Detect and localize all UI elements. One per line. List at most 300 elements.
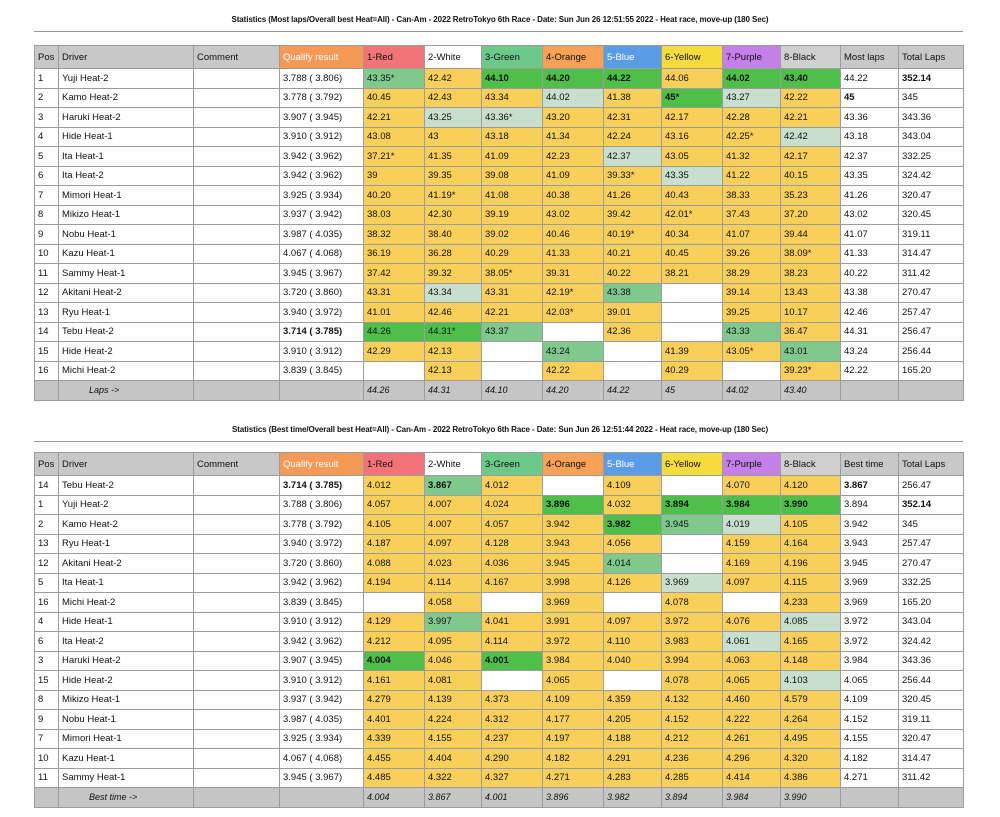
lane-cell: 3.945 (662, 515, 723, 535)
best-cell: 41.33 (841, 244, 899, 264)
lane-cell: 4.182 (543, 749, 604, 769)
comment-cell (194, 361, 280, 381)
comment-cell (194, 205, 280, 225)
qualify-cell: 3.907 ( 3.945) (280, 108, 364, 128)
footer-cell: 44.20 (543, 381, 604, 401)
best-cell: 3.943 (841, 534, 899, 554)
table-row (35, 303, 964, 323)
table-row (35, 186, 964, 206)
lane-cell: 43.16 (662, 127, 723, 147)
lane-cell: 4.076 (723, 612, 781, 632)
best-cell: 4.109 (841, 690, 899, 710)
column-header: 8-Black (781, 46, 841, 69)
driver-cell: Haruki Heat-2 (59, 651, 194, 671)
pos-cell: 9 (35, 225, 59, 245)
best-cell: 41.07 (841, 225, 899, 245)
qualify-cell: 3.910 ( 3.912) (280, 342, 364, 362)
qualify-cell: 3.907 ( 3.945) (280, 651, 364, 671)
lane-cell: 43.35* (364, 69, 425, 89)
lane-cell: 4.264 (781, 710, 841, 730)
total-cell: 352.14 (899, 69, 964, 89)
lane-cell: 4.012 (364, 476, 425, 496)
best-cell: 3.984 (841, 651, 899, 671)
comment-cell (194, 147, 280, 167)
best-cell: 3.894 (841, 495, 899, 515)
lane-cell (662, 554, 723, 574)
laps-divider (34, 31, 963, 32)
qualify-cell: 3.945 ( 3.967) (280, 768, 364, 788)
total-cell: 165.20 (899, 593, 964, 613)
driver-cell: Nobu Heat-1 (59, 710, 194, 730)
footer-blank (194, 788, 280, 808)
lane-cell: 3.997 (425, 612, 482, 632)
lane-cell: 37.21* (364, 147, 425, 167)
lane-cell: 39.44 (781, 225, 841, 245)
lane-cell: 10.17 (781, 303, 841, 323)
lane-cell: 41.22 (723, 166, 781, 186)
pos-cell: 2 (35, 515, 59, 535)
lane-cell: 4.205 (604, 710, 662, 730)
lane-cell: 4.312 (482, 710, 543, 730)
best-cell: 42.22 (841, 361, 899, 381)
comment-cell (194, 612, 280, 632)
column-header: Qualify result (280, 46, 364, 69)
lane-cell: 40.45 (364, 88, 425, 108)
lane-cell: 40.29 (662, 361, 723, 381)
comment-cell (194, 88, 280, 108)
lane-cell: 4.007 (425, 495, 482, 515)
qualify-cell: 3.839 ( 3.845) (280, 593, 364, 613)
lane-cell: 4.070 (723, 476, 781, 496)
lane-cell: 4.129 (364, 612, 425, 632)
lane-cell: 4.271 (543, 768, 604, 788)
total-cell: 320.47 (899, 729, 964, 749)
lane-cell: 39.14 (723, 283, 781, 303)
best-cell: 43.24 (841, 342, 899, 362)
column-header: 2-White (425, 453, 482, 476)
column-header: Driver (59, 453, 194, 476)
lane-cell: 4.063 (723, 651, 781, 671)
table-row (35, 127, 964, 147)
lane-cell: 4.495 (781, 729, 841, 749)
lane-cell: 4.212 (364, 632, 425, 652)
pos-cell: 5 (35, 573, 59, 593)
qualify-cell: 3.714 ( 3.785) (280, 476, 364, 496)
lane-cell: 3.969 (662, 573, 723, 593)
table-row (35, 108, 964, 128)
lane-cell: 4.404 (425, 749, 482, 769)
total-cell: 314.47 (899, 244, 964, 264)
total-cell: 343.36 (899, 108, 964, 128)
best-cell: 3.972 (841, 632, 899, 652)
lane-cell: 43.38 (604, 283, 662, 303)
lane-cell: 4.579 (781, 690, 841, 710)
column-header: Total Laps (899, 46, 964, 69)
lane-cell (482, 361, 543, 381)
qualify-cell: 3.940 ( 3.972) (280, 303, 364, 323)
qualify-cell: 3.910 ( 3.912) (280, 671, 364, 691)
lane-cell: 4.155 (425, 729, 482, 749)
total-cell: 256.44 (899, 342, 964, 362)
lane-cell: 4.401 (364, 710, 425, 730)
lane-cell: 4.339 (364, 729, 425, 749)
lane-cell: 40.20 (364, 186, 425, 206)
lane-cell: 4.165 (781, 632, 841, 652)
total-cell: 270.47 (899, 554, 964, 574)
driver-cell: Michi Heat-2 (59, 361, 194, 381)
driver-cell: Ita Heat-1 (59, 573, 194, 593)
lane-cell (543, 322, 604, 342)
times-title: Statistics (Best time/Overall best Heat=All) - Can-Am - 2022 RetroTokyo 6th Race - Date: Sun Jun 26 12:51:44 2022 - Heat race, move-up (180 Sec) (231, 425, 769, 434)
lane-cell: 3.867 (425, 476, 482, 496)
lane-cell: 44.26 (364, 322, 425, 342)
lane-cell: 42.43 (425, 88, 482, 108)
qualify-cell: 3.942 ( 3.962) (280, 632, 364, 652)
lane-cell: 39.01 (604, 303, 662, 323)
comment-cell (194, 573, 280, 593)
lane-cell: 43.35 (662, 166, 723, 186)
lane-cell: 42.46 (425, 303, 482, 323)
total-cell: 256.47 (899, 476, 964, 496)
comment-cell (194, 710, 280, 730)
lane-cell: 3.945 (543, 554, 604, 574)
lane-cell: 43.01 (781, 342, 841, 362)
lane-cell: 3.942 (543, 515, 604, 535)
lane-cell (662, 283, 723, 303)
comment-cell (194, 166, 280, 186)
lane-cell: 4.128 (482, 534, 543, 554)
pos-cell: 11 (35, 264, 59, 284)
lane-cell: 43.05* (723, 342, 781, 362)
lane-cell (662, 534, 723, 554)
best-cell: 43.18 (841, 127, 899, 147)
driver-cell: Ryu Heat-1 (59, 534, 194, 554)
qualify-cell: 3.778 ( 3.792) (280, 88, 364, 108)
column-header: 4-Orange (543, 46, 604, 69)
column-header: Qualify result (280, 453, 364, 476)
pos-cell: 14 (35, 322, 59, 342)
total-cell: 352.14 (899, 495, 964, 515)
lane-cell (662, 476, 723, 496)
lane-cell: 4.233 (781, 593, 841, 613)
lane-cell: 4.373 (482, 690, 543, 710)
lane-cell: 4.169 (723, 554, 781, 574)
driver-cell: Mimori Heat-1 (59, 729, 194, 749)
driver-cell: Ita Heat-2 (59, 166, 194, 186)
lane-cell: 4.081 (425, 671, 482, 691)
driver-cell: Akitani Heat-2 (59, 554, 194, 574)
qualify-cell: 3.940 ( 3.972) (280, 534, 364, 554)
driver-cell: Mikizo Heat-1 (59, 205, 194, 225)
lane-cell: 4.261 (723, 729, 781, 749)
total-cell: 332.25 (899, 573, 964, 593)
lane-cell: 4.159 (723, 534, 781, 554)
lane-cell: 4.188 (604, 729, 662, 749)
lane-cell: 4.320 (781, 749, 841, 769)
lane-cell: 41.35 (425, 147, 482, 167)
lane-cell: 4.177 (543, 710, 604, 730)
table-row (35, 244, 964, 264)
pos-cell: 15 (35, 342, 59, 362)
comment-cell (194, 671, 280, 691)
qualify-cell: 3.925 ( 3.934) (280, 729, 364, 749)
lane-cell: 43.31 (364, 283, 425, 303)
lane-cell: 4.296 (723, 749, 781, 769)
column-header: 4-Orange (543, 453, 604, 476)
lane-cell: 41.08 (482, 186, 543, 206)
lane-cell: 42.13 (425, 361, 482, 381)
footer-cell: 3.984 (723, 788, 781, 808)
lane-cell: 3.982 (604, 515, 662, 535)
lane-cell: 39.35 (425, 166, 482, 186)
lane-cell: 41.39 (662, 342, 723, 362)
comment-cell (194, 515, 280, 535)
laps-table (34, 45, 964, 401)
lane-cell (364, 361, 425, 381)
table-row (35, 632, 964, 652)
lane-cell: 42.22 (543, 361, 604, 381)
pos-cell: 6 (35, 166, 59, 186)
lane-cell: 3.896 (543, 495, 604, 515)
lane-cell: 40.45 (662, 244, 723, 264)
qualify-cell: 3.987 ( 4.035) (280, 225, 364, 245)
qualify-cell: 3.987 ( 4.035) (280, 710, 364, 730)
lane-cell: 40.43 (662, 186, 723, 206)
lane-cell: 44.10 (482, 69, 543, 89)
lane-cell: 4.115 (781, 573, 841, 593)
lane-cell: 35.23 (781, 186, 841, 206)
lane-cell: 40.15 (781, 166, 841, 186)
lane-cell: 4.197 (543, 729, 604, 749)
footer-cell: 44.22 (604, 381, 662, 401)
driver-cell: Tebu Heat-2 (59, 476, 194, 496)
lane-cell: 4.004 (364, 651, 425, 671)
lane-cell: 44.02 (543, 88, 604, 108)
footer-label: Best time -> (59, 788, 194, 808)
best-cell: 3.945 (841, 554, 899, 574)
lane-cell: 43.20 (543, 108, 604, 128)
qualify-cell: 4.067 ( 4.068) (280, 244, 364, 264)
table-row (35, 166, 964, 186)
lane-cell: 42.31 (604, 108, 662, 128)
column-header: 2-White (425, 46, 482, 69)
lane-cell: 3.990 (781, 495, 841, 515)
footer-blank (841, 788, 899, 808)
total-cell: 320.47 (899, 186, 964, 206)
table-row (35, 710, 964, 730)
lane-cell: 38.23 (781, 264, 841, 284)
pos-cell: 3 (35, 651, 59, 671)
lane-cell: 4.187 (364, 534, 425, 554)
lane-cell: 4.065 (543, 671, 604, 691)
driver-cell: Sammy Heat-1 (59, 768, 194, 788)
comment-cell (194, 283, 280, 303)
qualify-cell: 3.910 ( 3.912) (280, 612, 364, 632)
driver-cell: Michi Heat-2 (59, 593, 194, 613)
pos-cell: 10 (35, 244, 59, 264)
footer-blank (194, 381, 280, 401)
lane-cell: 4.222 (723, 710, 781, 730)
column-header: 3-Green (482, 453, 543, 476)
lane-cell: 41.09 (482, 147, 543, 167)
best-cell: 42.37 (841, 147, 899, 167)
column-header: 1-Red (364, 453, 425, 476)
lane-cell: 41.26 (604, 186, 662, 206)
lane-cell: 43 (425, 127, 482, 147)
lane-cell (723, 361, 781, 381)
lane-cell: 3.972 (662, 612, 723, 632)
pos-cell: 1 (35, 495, 59, 515)
lane-cell: 39.19 (482, 205, 543, 225)
pos-cell: 2 (35, 88, 59, 108)
lane-cell: 37.43 (723, 205, 781, 225)
lane-cell: 4.290 (482, 749, 543, 769)
footer-blank (899, 381, 964, 401)
total-cell: 311.42 (899, 768, 964, 788)
lane-cell: 38.05* (482, 264, 543, 284)
total-cell: 165.20 (899, 361, 964, 381)
lane-cell: 42.01* (662, 205, 723, 225)
lane-cell: 43.34 (425, 283, 482, 303)
total-cell: 256.44 (899, 671, 964, 691)
lane-cell: 39.25 (723, 303, 781, 323)
table-row (35, 476, 964, 496)
lane-cell: 42.23 (543, 147, 604, 167)
driver-cell: Kamo Heat-2 (59, 88, 194, 108)
pos-cell: 13 (35, 534, 59, 554)
driver-cell: Hide Heat-1 (59, 127, 194, 147)
table-row (35, 651, 964, 671)
pos-cell: 5 (35, 147, 59, 167)
total-cell: 345 (899, 515, 964, 535)
pos-cell: 10 (35, 749, 59, 769)
footer-cell: 4.001 (482, 788, 543, 808)
comment-cell (194, 495, 280, 515)
lane-cell: 39.31 (543, 264, 604, 284)
qualify-cell: 3.942 ( 3.962) (280, 166, 364, 186)
header-row (35, 453, 964, 476)
table-row (35, 612, 964, 632)
column-header: 6-Yellow (662, 453, 723, 476)
lane-cell: 4.139 (425, 690, 482, 710)
lane-cell: 41.34 (543, 127, 604, 147)
lane-cell: 4.114 (482, 632, 543, 652)
pos-cell: 16 (35, 593, 59, 613)
best-cell: 4.065 (841, 671, 899, 691)
column-header: 3-Green (482, 46, 543, 69)
footer-row (35, 381, 964, 401)
qualify-cell: 3.839 ( 3.845) (280, 361, 364, 381)
footer-cell: 4.004 (364, 788, 425, 808)
lane-cell: 38.03 (364, 205, 425, 225)
qualify-cell: 3.937 ( 3.942) (280, 690, 364, 710)
qualify-cell: 3.778 ( 3.792) (280, 515, 364, 535)
pos-cell: 7 (35, 729, 59, 749)
lane-cell: 4.386 (781, 768, 841, 788)
lane-cell: 4.224 (425, 710, 482, 730)
lane-cell: 40.38 (543, 186, 604, 206)
total-cell: 343.36 (899, 651, 964, 671)
comment-cell (194, 632, 280, 652)
best-cell: 3.969 (841, 593, 899, 613)
lane-cell: 4.014 (604, 554, 662, 574)
qualify-cell: 3.942 ( 3.962) (280, 573, 364, 593)
table-row (35, 729, 964, 749)
comment-cell (194, 749, 280, 769)
lane-cell: 43.02 (543, 205, 604, 225)
driver-cell: Nobu Heat-1 (59, 225, 194, 245)
lane-cell (482, 342, 543, 362)
lane-cell: 4.161 (364, 671, 425, 691)
lane-cell: 44.20 (543, 69, 604, 89)
total-cell: 319.11 (899, 225, 964, 245)
lane-cell: 42.42 (425, 69, 482, 89)
lane-cell: 44.31* (425, 322, 482, 342)
footer-blank (35, 381, 59, 401)
lane-cell: 42.17 (662, 108, 723, 128)
lane-cell: 36.47 (781, 322, 841, 342)
table-row (35, 690, 964, 710)
lane-cell (604, 361, 662, 381)
lane-cell: 3.943 (543, 534, 604, 554)
best-cell: 44.31 (841, 322, 899, 342)
lane-cell: 4.109 (543, 690, 604, 710)
comment-cell (194, 554, 280, 574)
comment-cell (194, 651, 280, 671)
total-cell: 324.42 (899, 166, 964, 186)
driver-cell: Ita Heat-2 (59, 632, 194, 652)
driver-cell: Sammy Heat-1 (59, 264, 194, 284)
column-header: Driver (59, 46, 194, 69)
column-header: Pos (35, 46, 59, 69)
lane-cell (543, 476, 604, 496)
pos-cell: 8 (35, 690, 59, 710)
lane-cell: 4.041 (482, 612, 543, 632)
lane-cell: 4.085 (781, 612, 841, 632)
lane-cell: 4.414 (723, 768, 781, 788)
comment-cell (194, 534, 280, 554)
footer-cell: 44.31 (425, 381, 482, 401)
lane-cell: 45* (662, 88, 723, 108)
lane-cell: 4.285 (662, 768, 723, 788)
lane-cell: 4.120 (781, 476, 841, 496)
lane-cell: 43.27 (723, 88, 781, 108)
lane-cell: 43.18 (482, 127, 543, 147)
qualify-cell: 3.942 ( 3.962) (280, 147, 364, 167)
lane-cell (604, 342, 662, 362)
lane-cell: 43.25 (425, 108, 482, 128)
table-row (35, 515, 964, 535)
driver-cell: Yuji Heat-2 (59, 69, 194, 89)
comment-cell (194, 264, 280, 284)
driver-cell: Ita Heat-1 (59, 147, 194, 167)
lane-cell: 42.21 (482, 303, 543, 323)
footer-cell: 3.990 (781, 788, 841, 808)
qualify-cell: 3.720 ( 3.860) (280, 283, 364, 303)
lane-cell: 4.023 (425, 554, 482, 574)
lane-cell: 4.012 (482, 476, 543, 496)
total-cell: 270.47 (899, 283, 964, 303)
comment-cell (194, 108, 280, 128)
lane-cell: 3.994 (662, 651, 723, 671)
lane-cell: 4.095 (425, 632, 482, 652)
lane-cell: 13.43 (781, 283, 841, 303)
total-cell: 319.11 (899, 710, 964, 730)
lane-cell: 4.455 (364, 749, 425, 769)
lane-cell: 4.109 (604, 476, 662, 496)
best-cell: 4.155 (841, 729, 899, 749)
total-cell: 324.42 (899, 632, 964, 652)
